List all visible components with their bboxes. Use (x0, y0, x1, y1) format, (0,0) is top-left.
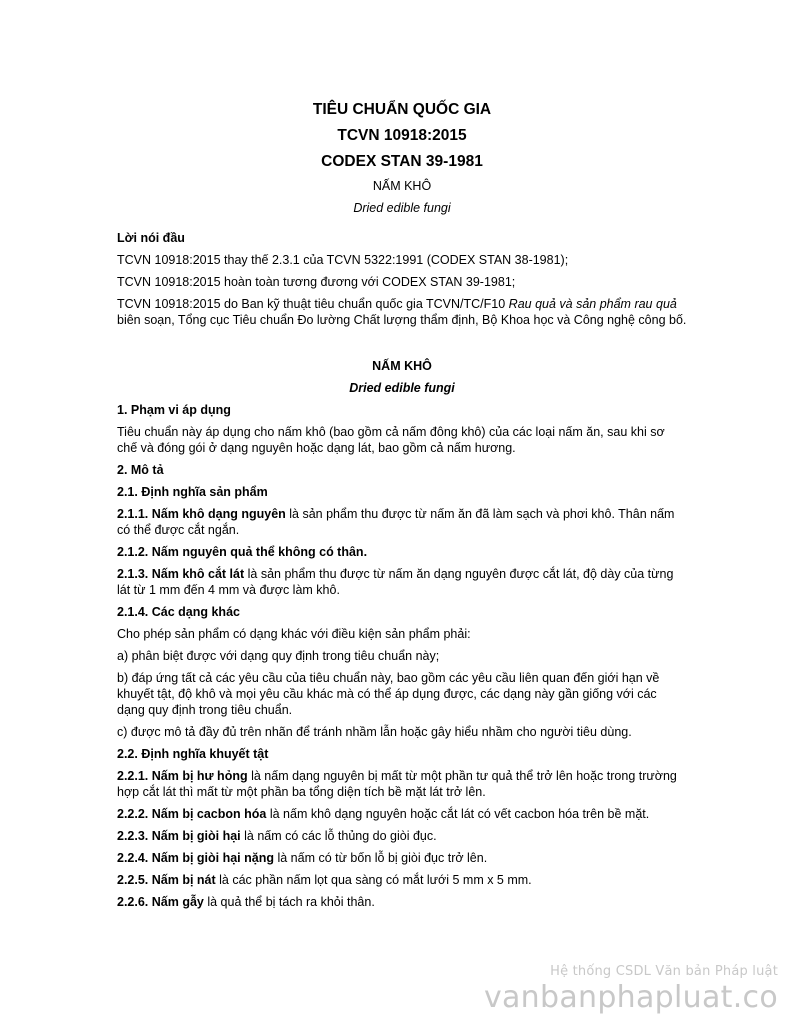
section-2-2-3-text: là nấm có các lỗ thủng do giòi đục. (240, 829, 437, 843)
foreword-paragraph-2: TCVN 10918:2015 hoàn toàn tương đương với CODEX STAN 39-1981; (117, 275, 516, 289)
header-codex-code: CODEX STAN 39-1981 (321, 153, 483, 170)
section-2-2-6 (117, 894, 687, 910)
section-2-2-2 (117, 806, 687, 822)
section-2-1-1 (117, 506, 687, 538)
section-2-2-4 (117, 850, 687, 866)
section-2-1-3 (117, 566, 687, 598)
foreword-paragraph-3 (117, 296, 687, 328)
section-2-2-1-term: 2.2.1. Nấm bị hư hỏng (117, 769, 248, 783)
foreword-heading: Lời nói đầu (117, 231, 185, 245)
watermark-domain: vanbanphapluat.co (483, 980, 778, 1015)
section-2-1-4-item-c: c) được mô tả đầy đủ trên nhãn để tránh nhầm lẫn hoặc gây hiểu nhầm cho người tiêu dùng. (117, 725, 632, 739)
section-2-1-1-term: 2.1.1. Nấm khô dạng nguyên (117, 507, 286, 521)
section-2-2-heading: 2.2. Định nghĩa khuyết tật (117, 747, 269, 761)
section-2-2-5-term: 2.2.5. Nấm bị nát (117, 873, 216, 887)
section-2-2-4-term: 2.2.4. Nấm bị giòi hại nặng (117, 851, 274, 865)
foreword-committee-name: Rau quả và sản phẩm rau quả (508, 297, 677, 311)
section-1-heading: 1. Phạm vi áp dụng (117, 403, 231, 417)
header-title-en: Dried edible fungi (353, 201, 451, 215)
section-2-1-3-text: là sản phẩm thu được từ nấm ăn dạng nguyên được cắt lát, độ dày của từng lát từ 1 mm đến 4 mm và được làm khô. (117, 567, 674, 597)
section-2-1-4-item-b: b) đáp ứng tất cả các yêu cầu của tiêu chuẩn này, bao gồm các yêu cầu liên quan đến giới hạn về khuyết tật, độ khô và mọi yêu cầu khác mà có thể áp dụng được, các dạng này gần giống với các dạng quy định trong tiêu chuẩn. (117, 671, 660, 717)
section-2-2-3 (117, 828, 687, 844)
section-2-2-2-term: 2.2.2. Nấm bị cacbon hóa (117, 807, 267, 821)
section-2-1-1-text: là sản phẩm thu được từ nấm ăn đã làm sạch và phơi khô. Thân nấm có thể được cắt ngắn. (117, 507, 675, 537)
section-2-2-4-text: là nấm có từ bốn lỗ bị giòi đục trở lên. (273, 851, 488, 865)
header-national-standard: TIÊU CHUẨN QUỐC GIA (312, 101, 492, 118)
section-2-2-6-term: 2.2.6. Nấm gẫy (117, 895, 204, 909)
section-2-2-2-text: là nấm khô dạng nguyên hoặc cắt lát có vết cacbon hóa trên bề mặt. (266, 807, 650, 821)
header-tcvn-code: TCVN 10918:2015 (337, 127, 467, 144)
document-page (117, 100, 687, 916)
section-2-1-2: 2.1.2. Nấm nguyên quả thể không có thân. (117, 545, 368, 559)
section-2-heading: 2. Mô tả (117, 463, 164, 477)
section-2-1-3-term: 2.1.3. Nấm khô cắt lát (117, 567, 245, 581)
section-2-2-6-text: là quả thể bị tách ra khỏi thân. (203, 895, 375, 909)
watermark-tagline: Hệ thống CSDL Văn bản Pháp luật (550, 964, 778, 979)
foreword-paragraph-1: TCVN 10918:2015 thay thế 2.3.1 của TCVN 5322:1991 (CODEX STAN 38-1981); (117, 253, 569, 267)
section-2-2-1 (117, 768, 687, 800)
section-2-2-5 (117, 872, 687, 888)
site-watermark (484, 963, 778, 1015)
section-2-1-heading: 2.1. Định nghĩa sản phẩm (117, 485, 268, 499)
body-title-vi: NẤM KHÔ (372, 359, 432, 373)
section-2-2-1-text: là nấm dạng nguyên bị mất từ một phần tư quả thể trở lên hoặc trong trường hợp cắt lát thì mất từ một phần ba tổng diện tích bề mặt lát trở lên. (117, 769, 677, 799)
section-2-2-3-term: 2.2.3. Nấm bị giòi hại (117, 829, 241, 843)
section-2-1-4-intro: Cho phép sản phẩm có dạng khác với điều kiện sản phẩm phải: (117, 627, 471, 641)
section-2-1-4-heading: 2.1.4. Các dạng khác (117, 605, 240, 619)
section-2-1-4-item-a: a) phân biệt được với dạng quy định trong tiêu chuẩn này; (117, 649, 440, 663)
section-2-2-5-text: là các phần nấm lọt qua sàng có mắt lưới 5 mm x 5 mm. (215, 873, 532, 887)
section-1-text: Tiêu chuẩn này áp dụng cho nấm khô (bao gồm cả nấm đông khô) của các loại nấm ăn, sau khi sơ chế và đóng gói ở dạng nguyên hoặc dạng lát, bao gồm cả nấm hương. (117, 425, 665, 455)
header-title-vi: NẤM KHÔ (372, 179, 432, 193)
foreword-p3-end: biên soạn, Tổng cục Tiêu chuẩn Đo lường Chất lượng thẩm định, Bộ Khoa học và Công nghệ công bố. (117, 313, 687, 327)
body-title-en: Dried edible fungi (349, 381, 455, 395)
foreword-p3-start: TCVN 10918:2015 do Ban kỹ thuật tiêu chuẩn quốc gia TCVN/TC/F10 (117, 297, 509, 311)
